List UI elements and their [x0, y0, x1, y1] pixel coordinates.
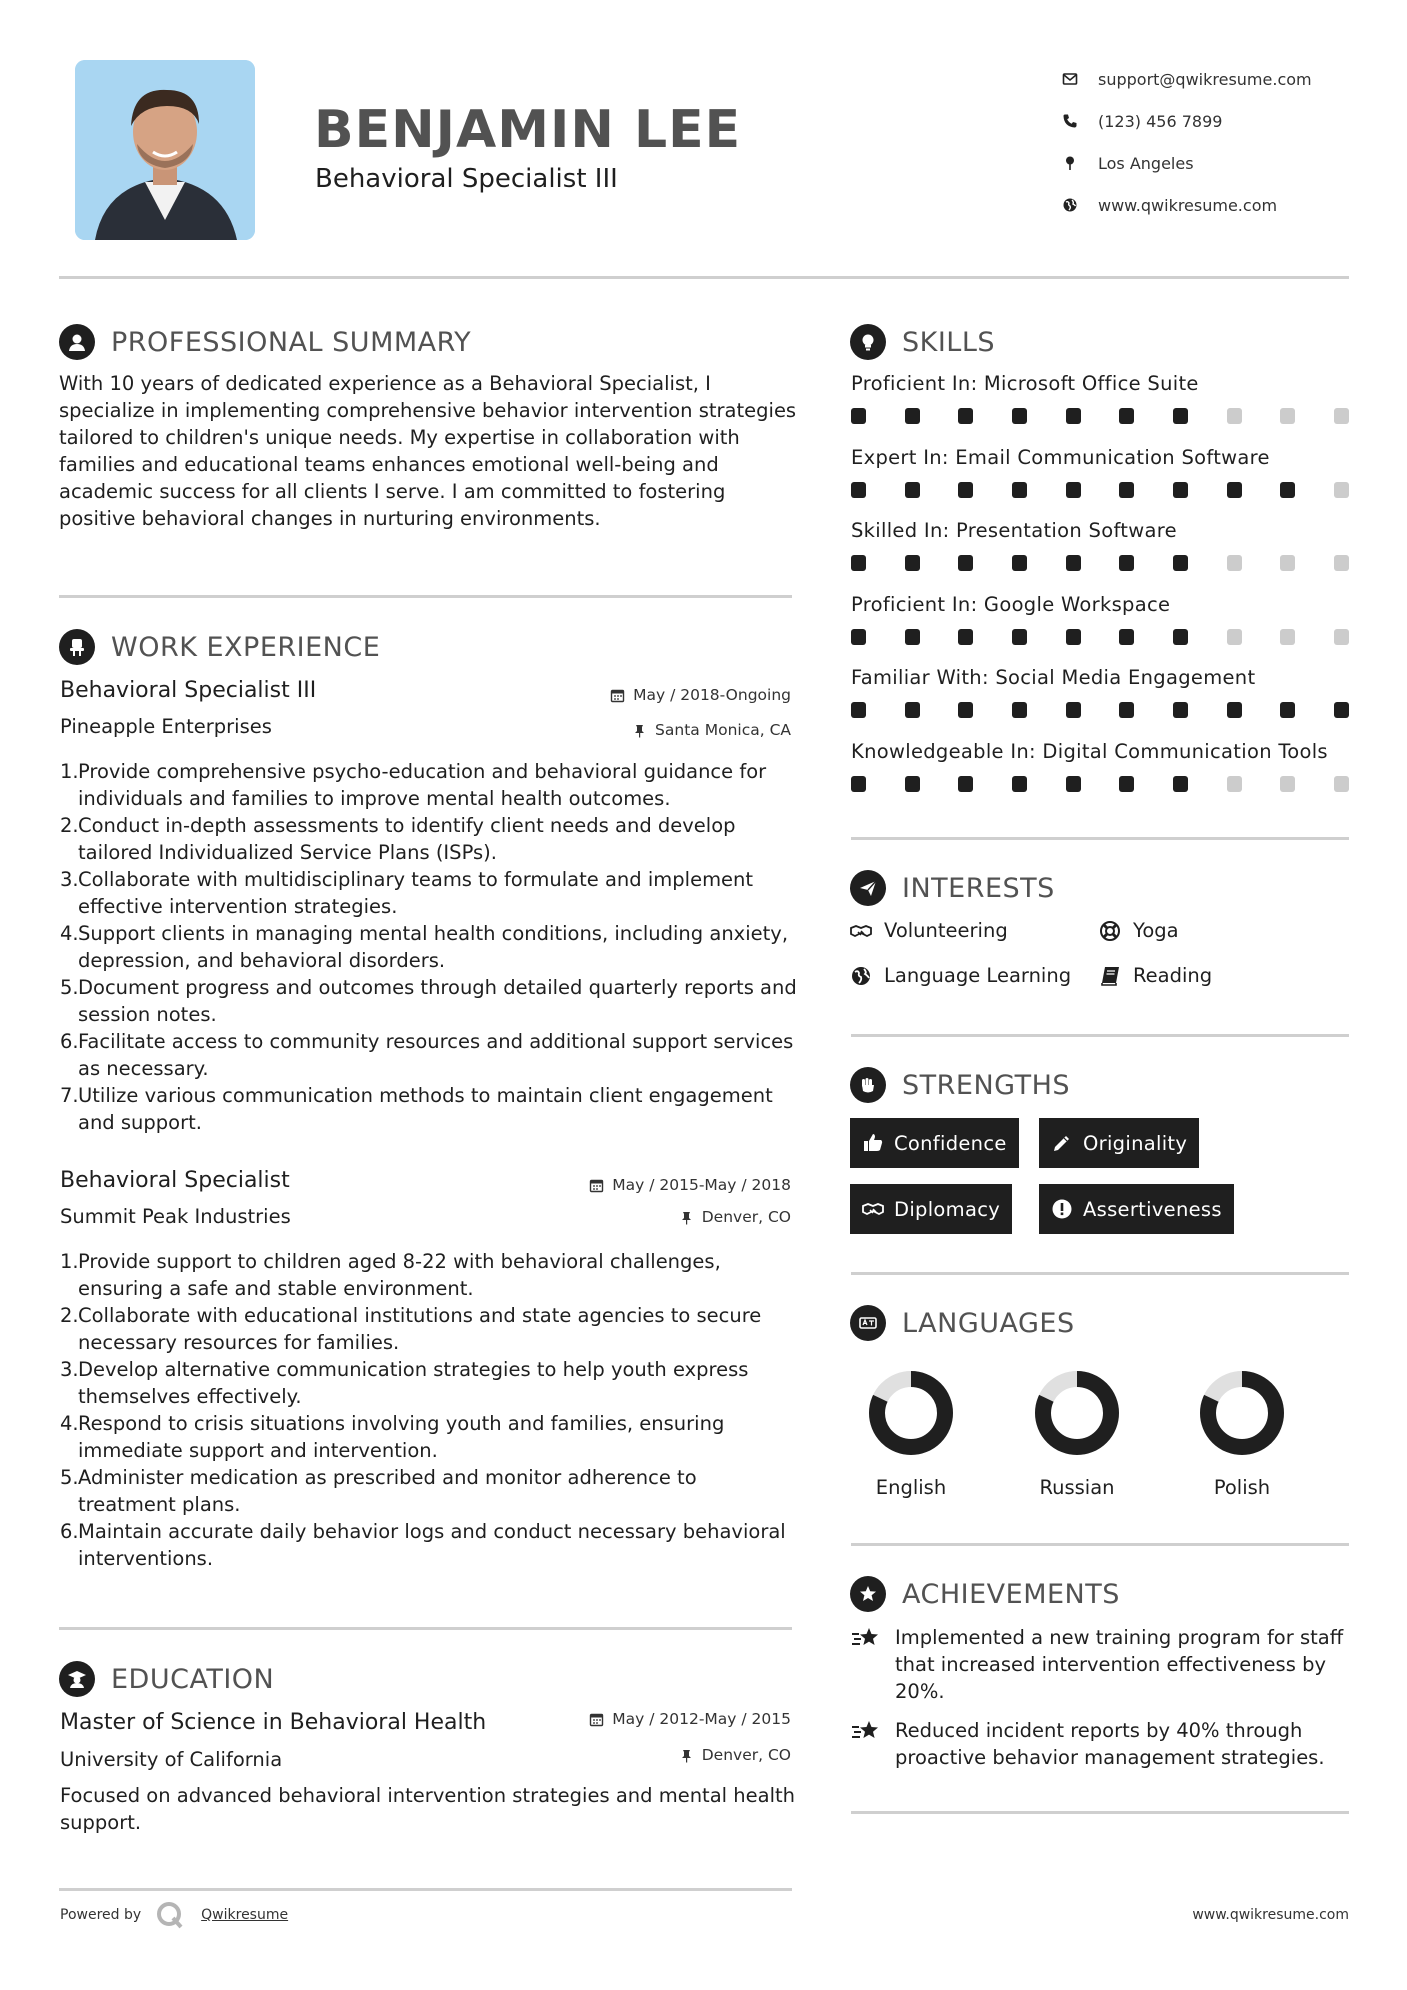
calendar-icon [610, 688, 625, 703]
language-ring [866, 1368, 956, 1458]
language-item [1182, 1368, 1302, 1499]
skill-label: Knowledgeable In: Digital Communication Tools [851, 739, 1328, 763]
achievement-text: Implemented a new training program for staff that increased intervention effectiveness by 20%. [895, 1626, 1344, 1703]
interests-heading [850, 870, 1055, 906]
skill-dot-filled [1173, 629, 1188, 645]
fist-icon [850, 1067, 886, 1103]
skill-dot-filled [1012, 555, 1027, 571]
language-item [851, 1368, 971, 1499]
list-item: Utilize various communication methods to maintain client engagement and support. [78, 1084, 773, 1134]
skill-dot-filled [851, 629, 866, 645]
skill-label: Proficient In: Google Workspace [851, 592, 1171, 616]
strength-label: Diplomacy [894, 1197, 1001, 1221]
skill-meter [851, 776, 1349, 792]
job-location [679, 1208, 791, 1226]
skills-divider [851, 837, 1349, 840]
skill-dot-filled [958, 482, 973, 498]
pin-icon [679, 1748, 694, 1763]
strengths-heading [850, 1067, 1070, 1103]
experience-divider [59, 1627, 792, 1630]
achievement-text: Reduced incident reports by 40% through proactive behavior management strategies. [895, 1719, 1325, 1769]
skill-dot-filled [1119, 629, 1134, 645]
phone-icon [1062, 113, 1078, 129]
globe-icon [1062, 197, 1078, 213]
summary-divider [59, 595, 792, 598]
education-heading-text: EDUCATION [111, 1663, 275, 1695]
language-item [1017, 1368, 1137, 1499]
list-item: Develop alternative communication strategies to help youth express themselves effectively. [78, 1358, 749, 1408]
skill-dot-empty [1227, 776, 1242, 792]
skill-label: Skilled In: Presentation Software [851, 519, 1177, 542]
pin-icon [679, 1210, 694, 1225]
contact-website[interactable] [1062, 184, 1362, 226]
education-heading [59, 1661, 274, 1697]
skill-dot-empty [1334, 482, 1349, 498]
achievement-item [851, 1717, 1351, 1771]
skill-dot-filled [905, 702, 920, 718]
interest-label: Reading [1133, 964, 1213, 987]
paper-plane-icon [850, 870, 886, 906]
skill-dot-filled [851, 555, 866, 571]
skill-dot-filled [1173, 776, 1188, 792]
contact-email[interactable] [1062, 58, 1362, 100]
list-item: Facilitate access to community resources and additional support services as necessary. [78, 1030, 794, 1080]
job-title: Behavioral Specialist [60, 1168, 290, 1193]
interest-reading [1099, 964, 1212, 987]
job-duties [60, 1248, 800, 1572]
job-dates-text: May / 2015-May / 2018 [612, 1176, 791, 1194]
school-name: University of California [60, 1748, 283, 1771]
list-item: Document progress and outcomes through detailed quarterly reports and session notes. [78, 976, 797, 1026]
profile-photo [75, 60, 255, 240]
experience-heading [59, 629, 380, 665]
education-dates [589, 1710, 791, 1728]
job-dates-text: May / 2018-Ongoing [633, 686, 791, 704]
list-item: Conduct in-depth assessments to identify client needs and develop tailored Individualized Service Plans (ISPs). [78, 814, 736, 864]
achievements-heading [850, 1576, 1120, 1612]
skill-dot-filled [1334, 702, 1349, 718]
calendar-icon [589, 1712, 604, 1727]
language-ring [1032, 1368, 1122, 1458]
job-location [632, 721, 791, 739]
interest-yoga [1099, 919, 1179, 942]
skill-dot-filled [851, 702, 866, 718]
list-item: Administer medication as prescribed and monitor adherence to treatment plans. [78, 1466, 697, 1516]
contact-location-text: Los Angeles [1098, 153, 1194, 173]
skill-dot-filled [1119, 555, 1134, 571]
interest-label: Volunteering [884, 919, 1008, 942]
skill-dot-filled [1173, 482, 1188, 498]
skill-dot-filled [1066, 776, 1081, 792]
powered-by-text: Powered by [60, 1907, 142, 1923]
list-item: Collaborate with multidisciplinary teams to formulate and implement effective intervention strategies. [78, 868, 754, 918]
achievements-divider [851, 1811, 1349, 1814]
candidate-name: BENJAMIN LEE [314, 100, 742, 160]
skill-dot-filled [958, 408, 973, 424]
chair-icon [59, 629, 95, 665]
skill-dot-empty [1334, 555, 1349, 571]
skill-meter [851, 555, 1349, 571]
skill-dot-filled [1119, 776, 1134, 792]
interest-label: Language Learning [884, 964, 1072, 987]
education-description: Focused on advanced behavioral intervention strategies and mental health support. [60, 1784, 796, 1834]
strength-originality [1039, 1118, 1199, 1168]
job-company: Summit Peak Industries [60, 1205, 291, 1228]
strengths-divider [851, 1272, 1349, 1275]
skills-heading-text: SKILLS [902, 326, 996, 358]
skill-dot-filled [958, 776, 973, 792]
strength-assertiveness [1039, 1184, 1234, 1234]
footer-website[interactable]: www.qwikresume.com [1192, 1907, 1349, 1923]
skill-label: Proficient In: Microsoft Office Suite [851, 372, 1199, 395]
list-item: Provide comprehensive psycho-education and behavioral guidance for individuals and families to improve mental health outcomes. [78, 760, 767, 810]
calendar-icon [589, 1178, 604, 1193]
strength-diplomacy [850, 1184, 1012, 1234]
languages-heading-text: LANGUAGES [902, 1307, 1075, 1339]
skill-dot-filled [958, 555, 973, 571]
strength-label: Assertiveness [1083, 1197, 1222, 1221]
achievements-heading-text: ACHIEVEMENTS [902, 1578, 1120, 1610]
skill-dot-empty [1334, 629, 1349, 645]
skill-dot-filled [1173, 702, 1188, 718]
contact-email-text: support@qwikresume.com [1098, 69, 1312, 89]
qwikresume-logo-icon [155, 1900, 185, 1930]
achievement-item [851, 1624, 1351, 1705]
lightbulb-icon [850, 324, 886, 360]
skill-dot-filled [1012, 482, 1027, 498]
qwikresume-link[interactable]: Qwikresume [201, 1907, 289, 1923]
skill-meter [851, 629, 1349, 645]
skill-dot-filled [851, 408, 866, 424]
interest-label: Yoga [1133, 919, 1179, 942]
skill-dot-filled [1227, 482, 1242, 498]
contact-website-text: www.qwikresume.com [1098, 195, 1278, 215]
contact-location [1062, 142, 1362, 184]
language-name: English [875, 1476, 947, 1499]
list-item: Maintain accurate daily behavior logs and conduct necessary behavioral interventions. [78, 1520, 786, 1570]
language-ring [1197, 1368, 1287, 1458]
skill-dot-filled [1012, 629, 1027, 645]
contact-list [1062, 58, 1362, 226]
strength-confidence [850, 1118, 1019, 1168]
skill-dot-filled [851, 776, 866, 792]
skill-dot-filled [1280, 482, 1295, 498]
skill-dot-empty [1227, 629, 1242, 645]
contact-phone-text: (123) 456 7899 [1098, 111, 1223, 131]
skill-dot-filled [1119, 408, 1134, 424]
life-ring-icon [1099, 920, 1121, 942]
experience-heading-text: WORK EXPERIENCE [111, 631, 381, 663]
education-dates-text: May / 2012-May / 2015 [612, 1710, 791, 1728]
skill-dot-empty [1280, 555, 1295, 571]
skill-dot-filled [958, 629, 973, 645]
footer-powered-by [60, 1900, 288, 1930]
header-divider [59, 276, 1349, 279]
skill-dot-empty [1280, 408, 1295, 424]
skill-dot-filled [1119, 482, 1134, 498]
map-pin-icon [1062, 155, 1078, 171]
contact-phone[interactable] [1062, 100, 1362, 142]
summary-heading-text: PROFESSIONAL SUMMARY [111, 326, 472, 358]
skill-dot-filled [1066, 408, 1081, 424]
globe-icon [850, 965, 872, 987]
skill-dot-empty [1334, 776, 1349, 792]
skill-dot-filled [1012, 776, 1027, 792]
language-name: Polish [1213, 1476, 1271, 1499]
job-location-text: Santa Monica, CA [655, 721, 791, 739]
skill-dot-filled [1173, 555, 1188, 571]
job-dates [589, 1176, 791, 1194]
degree-title: Master of Science in Behavioral Health [60, 1710, 487, 1735]
skill-meter [851, 702, 1349, 718]
interest-volunteering [850, 919, 1008, 942]
skill-dot-filled [905, 408, 920, 424]
interests-divider [851, 1034, 1349, 1037]
shooting-star-icon [851, 1626, 883, 1652]
education-divider [59, 1888, 792, 1891]
envelope-icon [1062, 71, 1078, 87]
graduate-icon [59, 1661, 95, 1697]
skill-dot-filled [1012, 408, 1027, 424]
job-company: Pineapple Enterprises [60, 715, 272, 738]
skill-dot-filled [1066, 555, 1081, 571]
languages-heading [850, 1305, 1075, 1341]
skill-dot-filled [1012, 702, 1027, 718]
skill-dot-filled [905, 629, 920, 645]
education-location [679, 1746, 791, 1764]
skill-dot-filled [1173, 408, 1188, 424]
job-dates [610, 686, 791, 704]
skill-label: Familiar With: Social Media Engagement [851, 666, 1256, 689]
skill-dot-filled [1066, 482, 1081, 498]
skill-dot-filled [1119, 702, 1134, 718]
skill-dot-filled [1066, 629, 1081, 645]
interests-heading-text: INTERESTS [902, 872, 1055, 904]
job-location-text: Denver, CO [701, 1208, 791, 1226]
languages-divider [851, 1543, 1349, 1546]
list-item: Respond to crisis situations involving youth and families, ensuring immediate support and intervention. [78, 1412, 725, 1462]
thumbs-up-icon [862, 1132, 884, 1154]
candidate-role: Behavioral Specialist III [315, 164, 618, 194]
interest-language-learning [850, 964, 1071, 987]
job-duties [60, 758, 800, 1136]
list-item: Support clients in managing mental health conditions, including anxiety, depression, and behavioral disorders. [78, 922, 789, 972]
exclamation-icon [1051, 1198, 1073, 1220]
shooting-star-icon [851, 1719, 883, 1745]
summary-text: With 10 years of dedicated experience as a Behavioral Specialist, I specialize in implementing comprehensive behavior intervention strategies tailored to children's unique needs. My expertise in collaboration with families and educational teams enhances emotional well-being and academic success for all clients I serve. I am committed to fostering positive behavioral changes in nurturing environments. [59, 372, 797, 530]
skill-dot-empty [1334, 408, 1349, 424]
summary-heading [59, 324, 471, 360]
handshake-icon [850, 920, 872, 942]
strength-label: Confidence [894, 1131, 1007, 1155]
user-icon [59, 324, 95, 360]
skill-dot-filled [1280, 702, 1295, 718]
pencil-icon [1051, 1132, 1073, 1154]
skill-label: Expert In: Email Communication Software [851, 445, 1270, 469]
job-title: Behavioral Specialist III [60, 678, 317, 703]
skill-dot-filled [958, 702, 973, 718]
skill-dot-filled [1066, 702, 1081, 718]
skill-dot-filled [905, 482, 920, 498]
education-location-text: Denver, CO [701, 1746, 791, 1764]
skill-meter [851, 482, 1349, 498]
skill-dot-empty [1280, 776, 1295, 792]
skill-dot-empty [1280, 629, 1295, 645]
skill-dot-empty [1227, 408, 1242, 424]
language-icon [850, 1305, 886, 1341]
book-icon [1099, 965, 1121, 987]
star-badge-icon [850, 1576, 886, 1612]
skill-dot-filled [905, 776, 920, 792]
list-item: Provide support to children aged 8-22 with behavioral challenges, ensuring a safe and stable environment. [78, 1250, 721, 1300]
strength-label: Originality [1083, 1131, 1188, 1155]
skill-dot-filled [905, 555, 920, 571]
skill-dot-filled [851, 482, 866, 498]
pin-icon [632, 723, 647, 738]
strengths-heading-text: STRENGTHS [902, 1069, 1071, 1101]
skill-dot-empty [1227, 555, 1242, 571]
skill-meter [851, 408, 1349, 424]
skill-dot-filled [1227, 702, 1242, 718]
handshake-icon [862, 1198, 884, 1220]
language-name: Russian [1039, 1476, 1115, 1499]
skills-heading [850, 324, 995, 360]
list-item: Collaborate with educational institutions and state agencies to secure necessary resources for families. [78, 1304, 762, 1354]
